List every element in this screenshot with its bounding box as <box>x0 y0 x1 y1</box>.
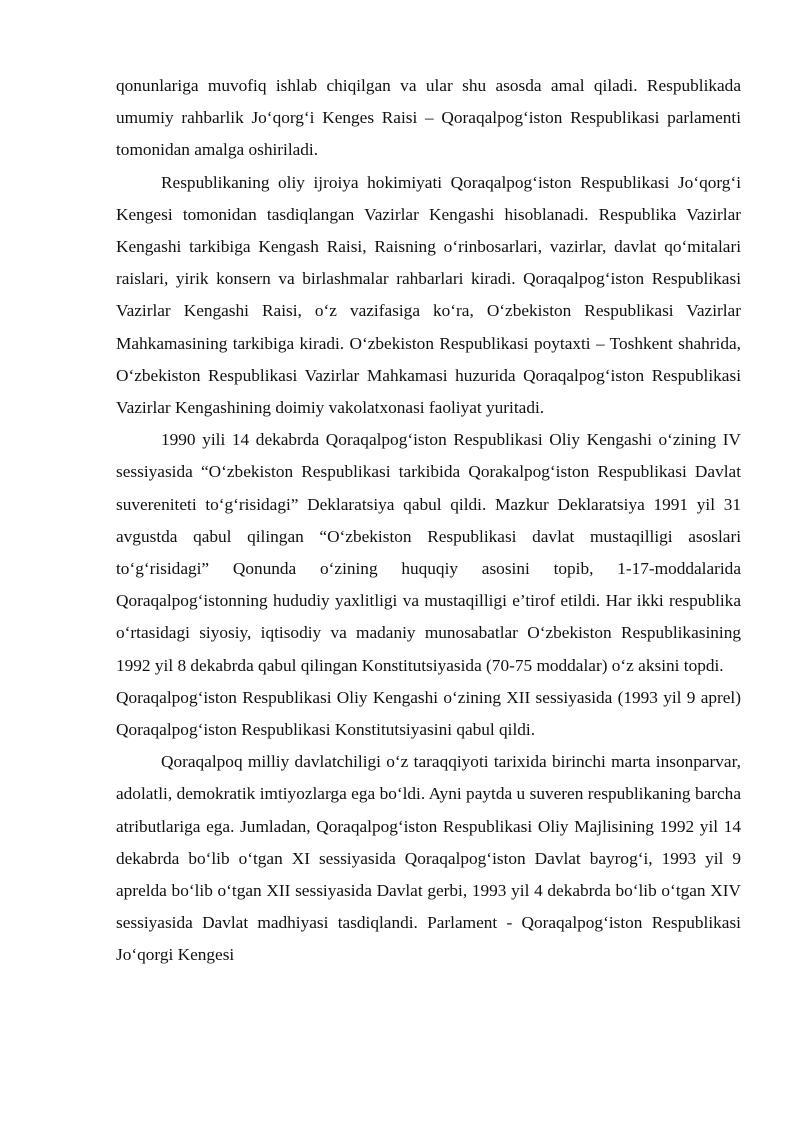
document-page <box>116 70 741 972</box>
paragraph-executive-power: Respublikaning oliy ijroiya hokimiyati Qoraqalpog‘iston Respublikasi Jo‘qorg‘i Kengesi tomonidan tasdiqlangan Vazirlar Kengashi hisoblanadi. Respublika Vazirlar Kengashi tarkibiga Kengash Raisi, Raisning o‘rinbosarlari, vazirlar, davlat qo‘mitalari raislari, yirik konsern va birlashmalar rahbarlari kiradi. Qoraqalpog‘iston Respublikasi Vazirlar Kengashi Raisi, o‘z vazifasiga ko‘ra, O‘zbekiston Respublikasi Vazirlar Mahkamasining tarkibiga kiradi. O‘zbekiston Respublikasi poytaxti – Toshkent shahrida, O‘zbekiston Respublikasi Vazirlar Mahkamasi huzurida Qoraqalpog‘iston Respublikasi Vazirlar Kengashining doimiy vakolatxonasi faoliyat yuritadi. <box>116 172 741 418</box>
paragraph-constitution-adoption: Qoraqalpog‘iston Respublikasi Oliy Kengashi o‘zining XII sessiyasida (1993 yil 9 aprel) Qoraqalpog‘iston Respublikasi Konstitutsiyasini qabul qildi. <box>116 687 741 740</box>
paragraph-state-symbols: Qoraqalpoq milliy davlatchiligi o‘z taraqqiyoti tarixida birinchi marta insonparvar, adolatli, demokratik imtiyozlarga ega bo‘ldi. Ayni paytda u suveren respublikaning barcha atributlariga ega. Jumladan, Qoraqalpog‘iston Respublikasi Oliy Majlisining 1992 yil 14 dekabrda bo‘lib o‘tgan XI sessiyasida Qoraqalpog‘iston Davlat bayrog‘i, 1993 yil 9 aprelda bo‘lib o‘tgan XII sessiyasida Davlat gerbi, 1993 yil 4 dekabrda bo‘lib o‘tgan XIV sessiyasida Davlat madhiyasi tasdiqlandi. Parlament - Qoraqalpog‘iston Respublikasi Jo‘qorgi Kengesi <box>116 752 741 965</box>
paragraph-continuation: qonunlariga muvofiq ishlab chiqilgan va ular shu asosda amal qiladi. Respublikada umumiy rahbarlik Jo‘qorg‘i Kenges Raisi – Qoraqalpog‘iston Respublikasi parlamenti tomonidan amalga oshiriladi. <box>116 76 741 160</box>
paragraph-sovereignty-declaration: 1990 yili 14 dekabrda Qoraqalpog‘iston Respublikasi Oliy Kengashi o‘zining IV sessiyasida “O‘zbekiston Respublikasi tarkibida Qorakalpog‘iston Respublikasi Davlat suvereniteti to‘g‘risidagi” Deklaratsiya qabul qildi. Mazkur Deklaratsiya 1991 yil 31 avgustda qabul qilingan “O‘zbekiston Respublikasi davlat mustaqilligi asoslari to‘g‘risidagi” Qonunda o‘zining huquqiy asosini topib, 1-17-moddalarida Qoraqalpog‘istonning hududiy yaxlitligi va mustaqilligi e’tirof etildi. Har ikki respublika o‘rtasidagi siyosiy, iqtisodiy va madaniy munosabatlar O‘zbekiston Respublikasining 1992 yil 8 dekabrda qabul qilingan Konstitutsiyasida (70-75 moddalar) o‘z aksini topdi. <box>116 430 741 675</box>
